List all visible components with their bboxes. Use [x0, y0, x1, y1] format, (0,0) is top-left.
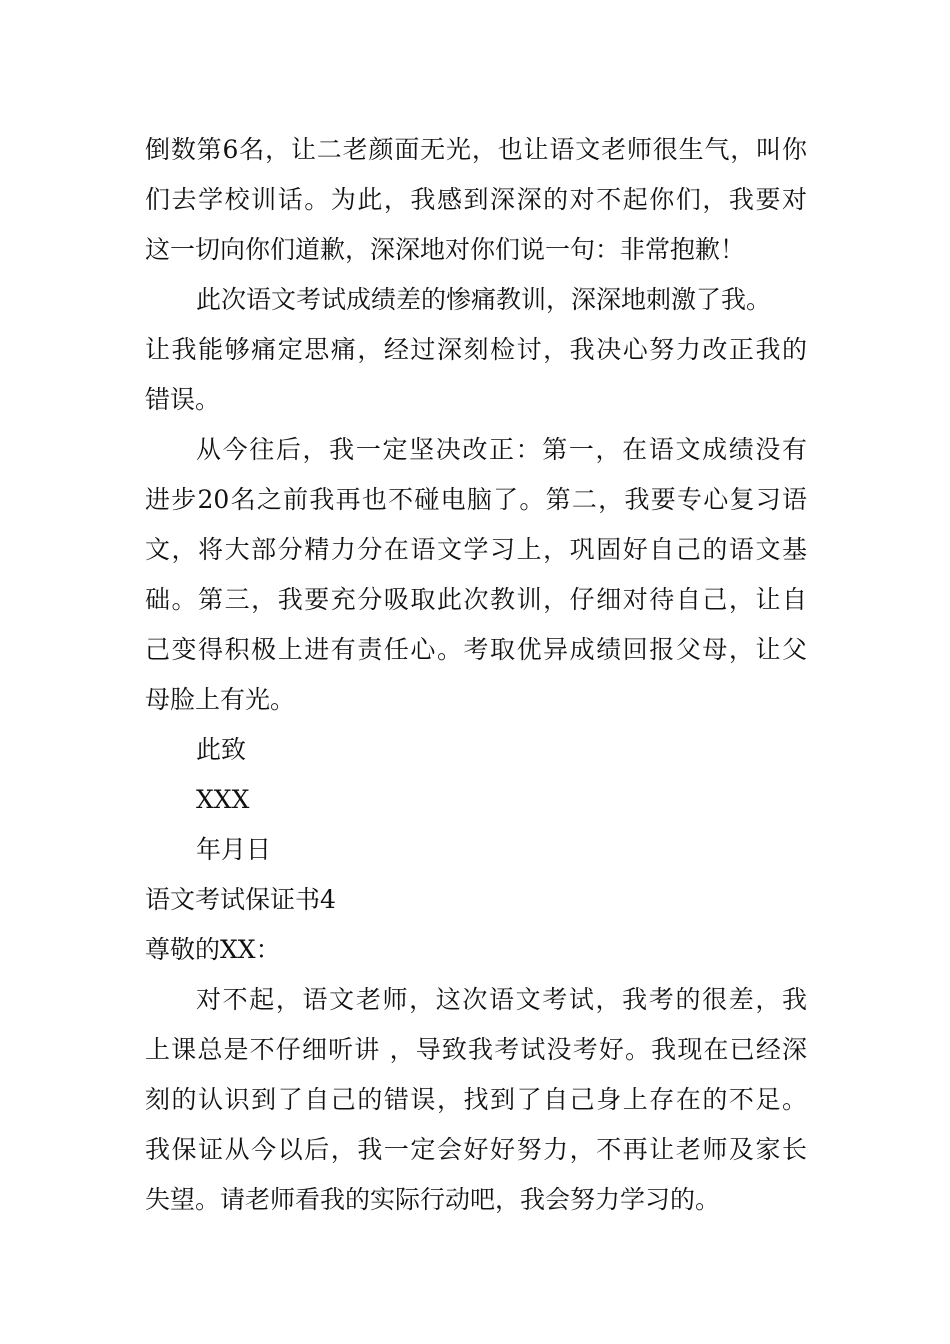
document-page [145, 125, 807, 1225]
paragraph-first-line: 此次语文考试成绩差的惨痛教训，深深地刺激了我。 [196, 285, 772, 314]
text-line: 己变得积极上进有责任心。考取优异成绩回报父母，让父 [145, 635, 807, 664]
paragraph-first-line: 对不起，语文老师，这次语文考试，我考的很差，我 [196, 985, 807, 1014]
text-line: 母脸上有光。 [145, 685, 296, 714]
text-line: 刻的认识到了自己的错误，找到了自己身上存在的不足。 [145, 1085, 807, 1114]
signature-date: 年月日 [196, 835, 272, 864]
signature-name: XXX [196, 785, 250, 814]
text-line: 进步20名之前我再也不碰电脑了。第二，我要专心复习语 [145, 485, 807, 514]
text-line: 础。第三，我要充分吸取此次教训，仔细对待自己，让自 [145, 585, 807, 614]
text-line: 这一切向你们道歉，深深地对你们说一句：非常抱歉！ [145, 235, 746, 264]
text-line: 我保证从今以后，我一定会好好努力，不再让老师及家长 [145, 1135, 807, 1164]
text-line: 倒数第6名，让二老颜面无光，也让语文老师很生气，叫你 [145, 135, 807, 164]
text-line: 失望。请老师看我的实际行动吧，我会努力学习的。 [145, 1185, 721, 1214]
section-title: 语文考试保证书4 [145, 885, 336, 914]
text-line: 让我能够痛定思痛，经过深刻检讨，我决心努力改正我的 [145, 335, 807, 364]
closing-salutation: 此致 [196, 735, 247, 764]
greeting: 尊敬的XX： [145, 935, 281, 964]
text-line: 上课总是不仔细听讲 ，导致我考试没考好。我现在已经深 [145, 1035, 807, 1064]
text-line: 文，将大部分精力分在语文学习上，巩固好自己的语文基 [145, 535, 807, 564]
paragraph-first-line: 从今往后，我一定坚决改正：第一，在语文成绩没有 [196, 435, 807, 464]
text-line: 错误。 [145, 385, 221, 414]
text-line: 们去学校训话。为此，我感到深深的对不起你们，我要对 [145, 185, 807, 214]
